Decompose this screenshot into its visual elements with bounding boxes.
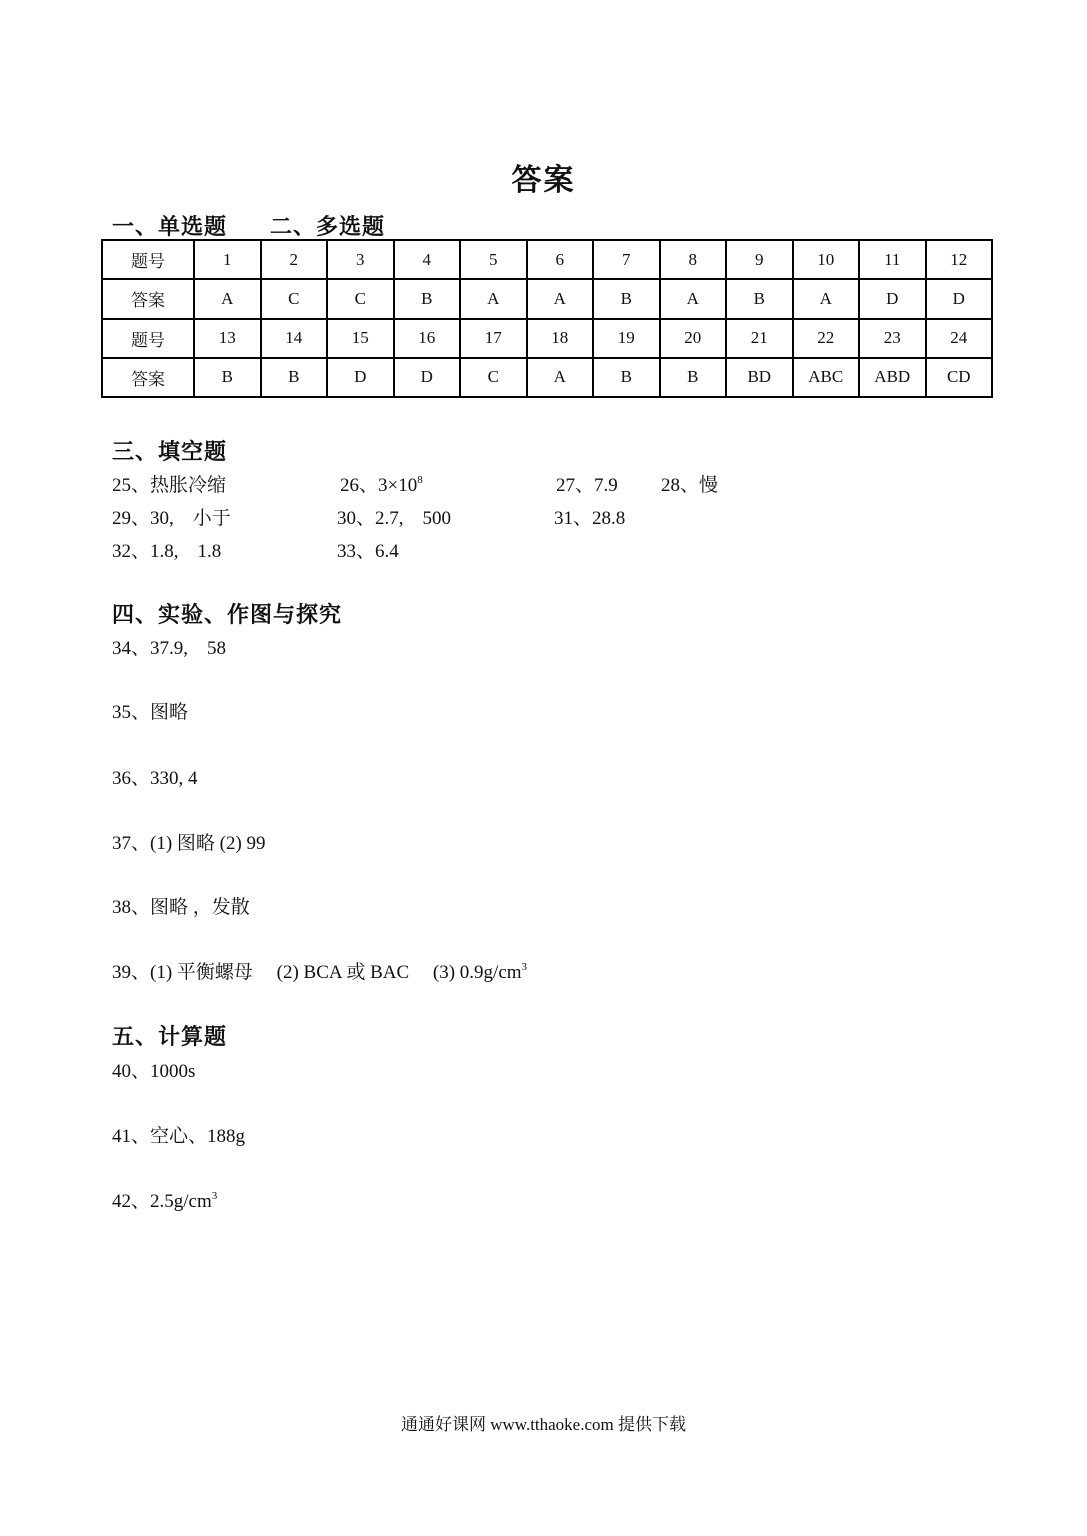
answer-26-base: 26、3×10: [340, 475, 418, 496]
answer-row-2: [102, 358, 992, 397]
answer-37: 37、(1) 图略 (2) 99: [112, 833, 266, 854]
table-cell: 12: [926, 240, 993, 279]
table-cell: 2: [261, 240, 328, 279]
table-cell: 4: [394, 240, 461, 279]
table-cell: 14: [261, 319, 328, 358]
table-cell: D: [394, 358, 461, 397]
table-cell: C: [261, 279, 328, 318]
table-cell: A: [793, 279, 860, 318]
table-cell: 16: [394, 319, 461, 358]
table-cell: D: [859, 279, 926, 318]
row-header-cell: 答案: [102, 358, 194, 397]
answer-40: 40、1000s: [112, 1061, 196, 1082]
answer-28: 28、慢: [661, 475, 719, 496]
answer-26: [340, 470, 423, 497]
table-cell: A: [527, 358, 594, 397]
row-header-cell: 答案: [102, 279, 194, 318]
section-single-choice: 一、单选题: [112, 214, 228, 239]
section-fill-in: 三、填空题: [112, 439, 228, 464]
table-cell: CD: [926, 358, 993, 397]
table-cell: 10: [793, 240, 860, 279]
table-cell: 18: [527, 319, 594, 358]
answer-26-exponent: 8: [417, 474, 423, 486]
section-experiment: 四、实验、作图与探究: [112, 602, 343, 627]
page-title: 答案: [511, 164, 576, 197]
table-cell: ABC: [793, 358, 860, 397]
answer-33: 33、6.4: [337, 541, 399, 562]
table-cell: B: [593, 358, 660, 397]
answer-32: 32、1.8, 1.8: [112, 541, 222, 562]
answer-39: [112, 957, 527, 984]
section-calculation: 五、计算题: [112, 1024, 228, 1049]
table-cell: 15: [327, 319, 394, 358]
row-header-cell: 题号: [102, 319, 194, 358]
answer-35: 35、图略: [112, 702, 189, 723]
answer-table: [101, 239, 993, 398]
table-cell: C: [327, 279, 394, 318]
table-cell: 1: [194, 240, 261, 279]
table-cell: B: [593, 279, 660, 318]
answer-39-exponent: 3: [521, 961, 528, 973]
table-cell: C: [460, 358, 527, 397]
table-cell: A: [460, 279, 527, 318]
table-cell: 23: [859, 319, 926, 358]
table-cell: D: [327, 358, 394, 397]
table-cell: B: [194, 358, 261, 397]
answer-42-exponent: 3: [211, 1190, 218, 1202]
table-cell: A: [527, 279, 594, 318]
answer-42: [112, 1186, 217, 1213]
answer-39-text: 39、(1) 平衡螺母 (2) BCA 或 BAC (3) 0.9g/cm: [112, 962, 522, 983]
table-cell: 17: [460, 319, 527, 358]
table-cell: A: [194, 279, 261, 318]
table-cell: 9: [726, 240, 793, 279]
footer-source: 通通好课网 www.tthaoke.com 提供下载: [400, 1415, 687, 1434]
table-cell: 22: [793, 319, 860, 358]
answer-27: 27、7.9: [556, 475, 618, 496]
answer-31: 31、28.8: [554, 508, 626, 529]
answer-42-text: 42、2.5g/cm: [112, 1191, 212, 1212]
section-multiple-choice: 二、多选题: [270, 214, 386, 239]
table-cell: 21: [726, 319, 793, 358]
answer-34: 34、37.9, 58: [112, 638, 227, 659]
question-row-1: [102, 240, 992, 279]
table-cell: B: [660, 358, 727, 397]
table-cell: 11: [859, 240, 926, 279]
question-row-2: [102, 319, 992, 358]
table-cell: 3: [327, 240, 394, 279]
answer-25: 25、热胀冷缩: [112, 475, 227, 496]
table-cell: 8: [660, 240, 727, 279]
table-cell: B: [261, 358, 328, 397]
table-cell: 7: [593, 240, 660, 279]
table-cell: ABD: [859, 358, 926, 397]
table-cell: BD: [726, 358, 793, 397]
table-cell: A: [660, 279, 727, 318]
table-cell: 13: [194, 319, 261, 358]
table-cell: 5: [460, 240, 527, 279]
table-cell: 19: [593, 319, 660, 358]
row-header-cell: 题号: [102, 240, 194, 279]
answer-41: 41、空心、188g: [112, 1126, 246, 1147]
answer-row-1: [102, 279, 992, 318]
section-heading-choice: [112, 210, 385, 241]
table-cell: 6: [527, 240, 594, 279]
answer-30: 30、2.7, 500: [337, 508, 452, 529]
answer-38: 38、图略 ，发散: [112, 897, 250, 918]
table-cell: D: [926, 279, 993, 318]
table-cell: B: [726, 279, 793, 318]
answer-29: 29、30, 小于: [112, 508, 231, 529]
table-cell: B: [394, 279, 461, 318]
table-cell: 20: [660, 319, 727, 358]
answer-36: 36、330, 4: [112, 768, 198, 789]
table-cell: 24: [926, 319, 993, 358]
